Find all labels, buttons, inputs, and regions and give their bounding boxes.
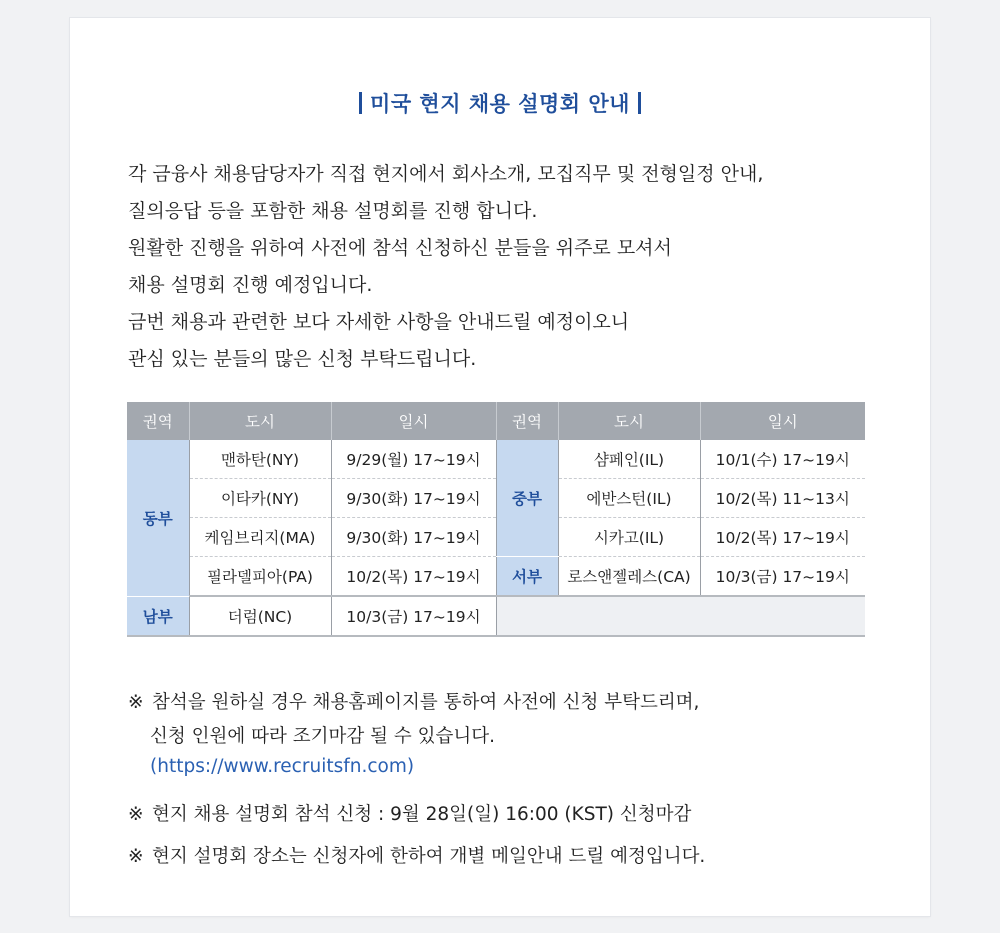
intro-line: 관심 있는 분들의 많은 신청 부탁드립니다. [128,348,477,370]
city-cell: 에반스턴(IL) [558,479,700,518]
notice-title-block [70,88,930,118]
note-venue-text: 현지 설명회 장소는 신청자에 한하여 개별 메일안내 드릴 예정입니다. [152,846,706,867]
header-region: 권역 [127,402,189,440]
intro-line: 채용 설명회 진행 예정입니다. [128,274,373,296]
intro-line: 각 금융사 채용담당자가 직접 현지에서 회사소개, 모집직무 및 전형일정 안내, [128,163,764,185]
city-cell: 필라델피아(PA) [189,557,331,597]
table-row [127,557,865,597]
header-city: 도시 [558,402,700,440]
datetime-cell: 10/2(목) 17~19시 [700,518,865,557]
region-cell-east: 동부 [127,440,189,596]
region-cell-central: 중부 [496,440,558,557]
note-deadline [128,800,691,826]
reference-mark: ※ [128,804,144,825]
region-cell-south: 남부 [127,596,189,636]
note-apply-link-row [128,756,414,777]
notice-card [70,18,930,916]
intro-line: 질의응답 등을 포함한 채용 설명회를 진행 합니다. [128,200,538,222]
datetime-cell: 9/30(화) 17~19시 [331,479,496,518]
note-venue [128,842,705,868]
empty-cell [496,596,865,636]
table-row [127,596,865,636]
datetime-cell: 9/30(화) 17~19시 [331,518,496,557]
datetime-cell: 10/3(금) 17~19시 [700,557,865,597]
reference-mark: ※ [128,692,144,713]
intro-line: 금번 채용과 관련한 보다 자세한 사항을 안내드릴 예정이오니 [128,311,630,333]
note-apply-cont [128,722,495,748]
datetime-cell: 10/2(목) 11~13시 [700,479,865,518]
title-bar-right [638,92,641,114]
city-cell: 시카고(IL) [558,518,700,557]
note-deadline-text: 현지 채용 설명회 참석 신청 : 9월 28일(일) 16:00 (KST) 신청마감 [152,804,692,825]
header-city: 도시 [189,402,331,440]
city-cell: 더럼(NC) [189,596,331,636]
note-apply-line2: 신청 인원에 따라 조기마감 될 수 있습니다. [150,726,495,747]
title-bar-left [359,92,362,114]
datetime-cell: 10/3(금) 17~19시 [331,596,496,636]
notice-title: 미국 현지 채용 설명회 안내 [370,92,630,116]
datetime-cell: 9/29(월) 17~19시 [331,440,496,479]
city-cell: 맨하탄(NY) [189,440,331,479]
reference-mark: ※ [128,846,144,867]
city-cell: 샴페인(IL) [558,440,700,479]
city-cell: 이타카(NY) [189,479,331,518]
header-datetime: 일시 [331,402,496,440]
intro-text [128,156,888,378]
datetime-cell: 10/1(수) 17~19시 [700,440,865,479]
table-header-row [127,402,865,440]
region-cell-west: 서부 [496,557,558,597]
header-region: 권역 [496,402,558,440]
city-cell: 로스앤젤레스(CA) [558,557,700,597]
note-apply [128,688,699,714]
intro-line: 원활한 진행을 위하여 사전에 참석 신청하신 분들을 위주로 모셔서 [128,237,672,259]
city-cell: 케임브리지(MA) [189,518,331,557]
table-row [127,440,865,479]
recruit-site-link[interactable]: (https://www.recruitsfn.com) [150,756,415,777]
datetime-cell: 10/2(목) 17~19시 [331,557,496,597]
note-apply-line1: 참석을 원하실 경우 채용홈페이지를 통하여 사전에 신청 부탁드리며, [152,692,700,713]
header-datetime: 일시 [700,402,865,440]
schedule-table [127,402,865,637]
